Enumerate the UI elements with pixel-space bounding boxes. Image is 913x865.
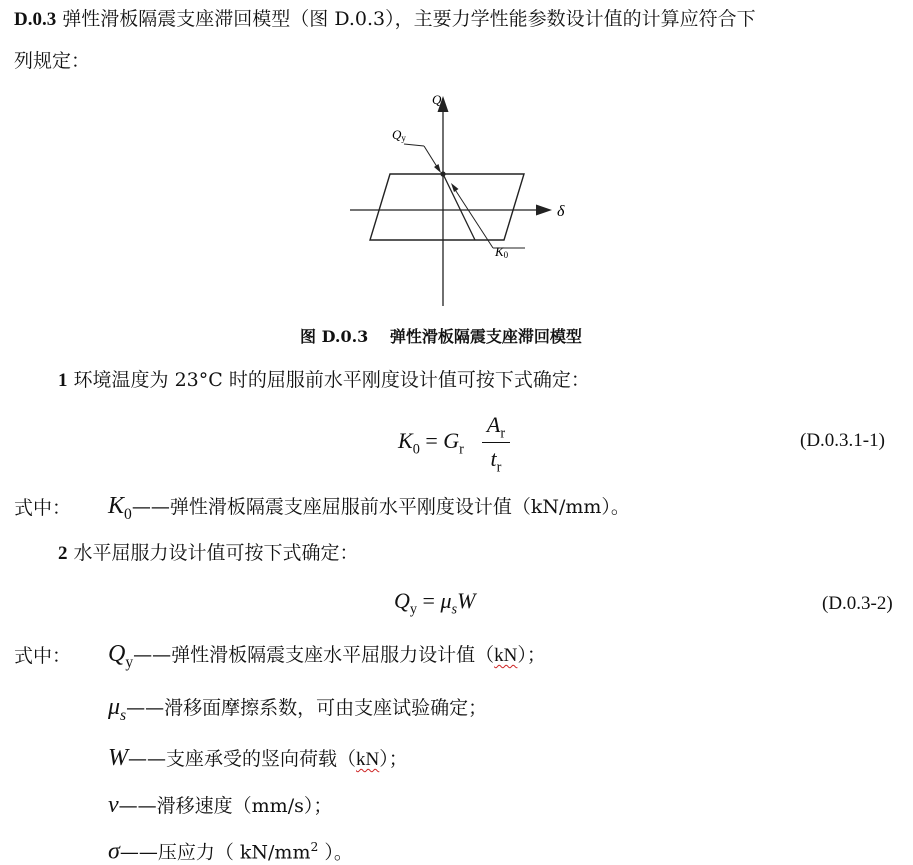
q-axis-label: Q [432, 92, 442, 107]
where-2-desc-qy: 弹性滑板隔震支座水平屈服力设计值（ [171, 644, 495, 666]
equation-qy [394, 588, 475, 618]
where-1-symbol-sub: 0 [124, 505, 132, 523]
where-1-dash: —— [131, 496, 170, 518]
item-1-text: 环境温度为 23°C 时的屈服前水平刚度设计值可按下式确定： [67, 369, 590, 391]
eq2-w: W [457, 588, 476, 613]
where-2-desc-mu: 滑移面摩擦系数，可由支座试验确定； [164, 697, 488, 719]
intro-line-2 [14, 48, 90, 74]
yield-point [440, 171, 445, 176]
eq1-lhs [398, 428, 464, 458]
where-2-symbol-mu [108, 694, 127, 724]
eq2-mu-sub: s [451, 601, 458, 618]
figure-caption: 图 D.0.3 弹性滑板隔震支座滞回模型 [300, 327, 582, 346]
eq2-q: Q [394, 588, 410, 613]
delta-axis-label: δ [557, 203, 565, 220]
k0-stiffness-line [443, 174, 475, 240]
intro-text-1: 弹性滑板隔震支座滞回模型（图 D.0.3），主要力学性能参数设计值的计算应符合下 [56, 8, 756, 30]
where-2-symbol-mu-sub: s [120, 706, 127, 724]
where-1-symbol [108, 493, 132, 523]
eq1-equals: = [419, 428, 444, 453]
eq1-denominator [482, 446, 510, 476]
item-1-number: 1 [58, 370, 68, 391]
eq1-g-sub: r [459, 441, 464, 458]
hysteresis-diagram [340, 88, 580, 312]
qy-label-main: Q [392, 127, 402, 142]
qy-leader-arrowhead [434, 164, 441, 173]
k0-label-main: K [495, 244, 504, 259]
where-2-symbol-mu-main: μ [108, 694, 121, 720]
where-2-desc-w-end: ）； [379, 748, 408, 770]
eq1-t: t [490, 446, 497, 471]
where-2-desc-sigma-sup: 2 [310, 840, 319, 854]
where-2-prefix: 式中： [14, 645, 72, 667]
k0-label-sub: 0 [503, 250, 509, 260]
item-2-text: 水平屈服力设计值可按下式确定： [67, 542, 359, 564]
section-label: D.0.3 [14, 9, 57, 30]
hysteresis-loop [370, 174, 524, 240]
where-1-symbol-main: K [108, 493, 125, 519]
equation-number-2: (D.0.3-2) [822, 593, 893, 614]
where-2-desc-sigma: 压应力（ kN/mm [157, 841, 311, 864]
eq1-k: K [398, 428, 413, 453]
where-1-prefix: 式中： [14, 497, 72, 519]
where-2-desc-qy-end: ）； [517, 644, 546, 666]
where-2-dash: —— [133, 644, 172, 666]
where-2-dash: —— [119, 841, 158, 864]
where-2-symbol-w: W [108, 745, 128, 771]
eq1-g: G [443, 428, 460, 453]
eq1-k-sub: 0 [412, 441, 420, 458]
where-2-symbol-sigma: σ [108, 838, 120, 865]
where-2-desc-sigma-end: ）。 [318, 841, 353, 864]
eq2-mu: μ [440, 588, 452, 613]
eq1-a: A [486, 412, 501, 437]
item-1 [58, 367, 590, 394]
k0-leader-arrowhead [451, 183, 459, 192]
eq1-fraction-bar [482, 442, 510, 443]
where-1-desc: 弹性滑板隔震支座屈服前水平刚度设计值（kN/mm）。 [169, 496, 630, 518]
where-2-desc-w: 支座承受的竖向荷载（ [166, 748, 357, 770]
where-2-dash: —— [128, 748, 166, 770]
where-2-row-qy [108, 639, 546, 678]
where-2-row-sigma [108, 834, 353, 865]
where-1-definition [108, 491, 630, 530]
item-2 [58, 540, 359, 567]
where-2-row-v [108, 790, 332, 821]
qy-label [392, 127, 406, 143]
qy-label-sub: y [401, 133, 406, 143]
where-2-desc-v: 滑移速度（mm/s）； [156, 795, 333, 817]
intro-text-2: 列规定： [14, 50, 91, 72]
k0-leader [454, 188, 493, 248]
equation-number-1: (D.0.3.1-1) [800, 430, 885, 451]
where-2-symbol-qy-main: Q [108, 641, 126, 667]
eq2-q-sub: y [409, 601, 418, 618]
intro-line-1 [14, 6, 756, 33]
eq1-t-sub: r [496, 459, 502, 476]
eq2-equals: = [417, 588, 441, 613]
eq1-a-sub: r [500, 425, 506, 442]
where-2-symbol-qy-sub: y [125, 653, 134, 671]
where-2-unit-qy: kN [494, 645, 518, 666]
where-2-symbol-qy [108, 641, 134, 671]
k0-label [494, 244, 509, 260]
where-2-symbol-v: v [108, 792, 119, 818]
where-2-row-mu [108, 692, 487, 731]
where-2-row-w [108, 743, 408, 775]
delta-axis-arrowhead [536, 205, 552, 216]
where-2-dash: —— [126, 697, 165, 719]
qy-leader-top [404, 144, 424, 146]
item-2-number: 2 [58, 543, 68, 564]
eq1-numerator [482, 412, 510, 442]
where-2-dash: —— [118, 795, 157, 817]
where-2-unit-w: kN [356, 749, 380, 770]
